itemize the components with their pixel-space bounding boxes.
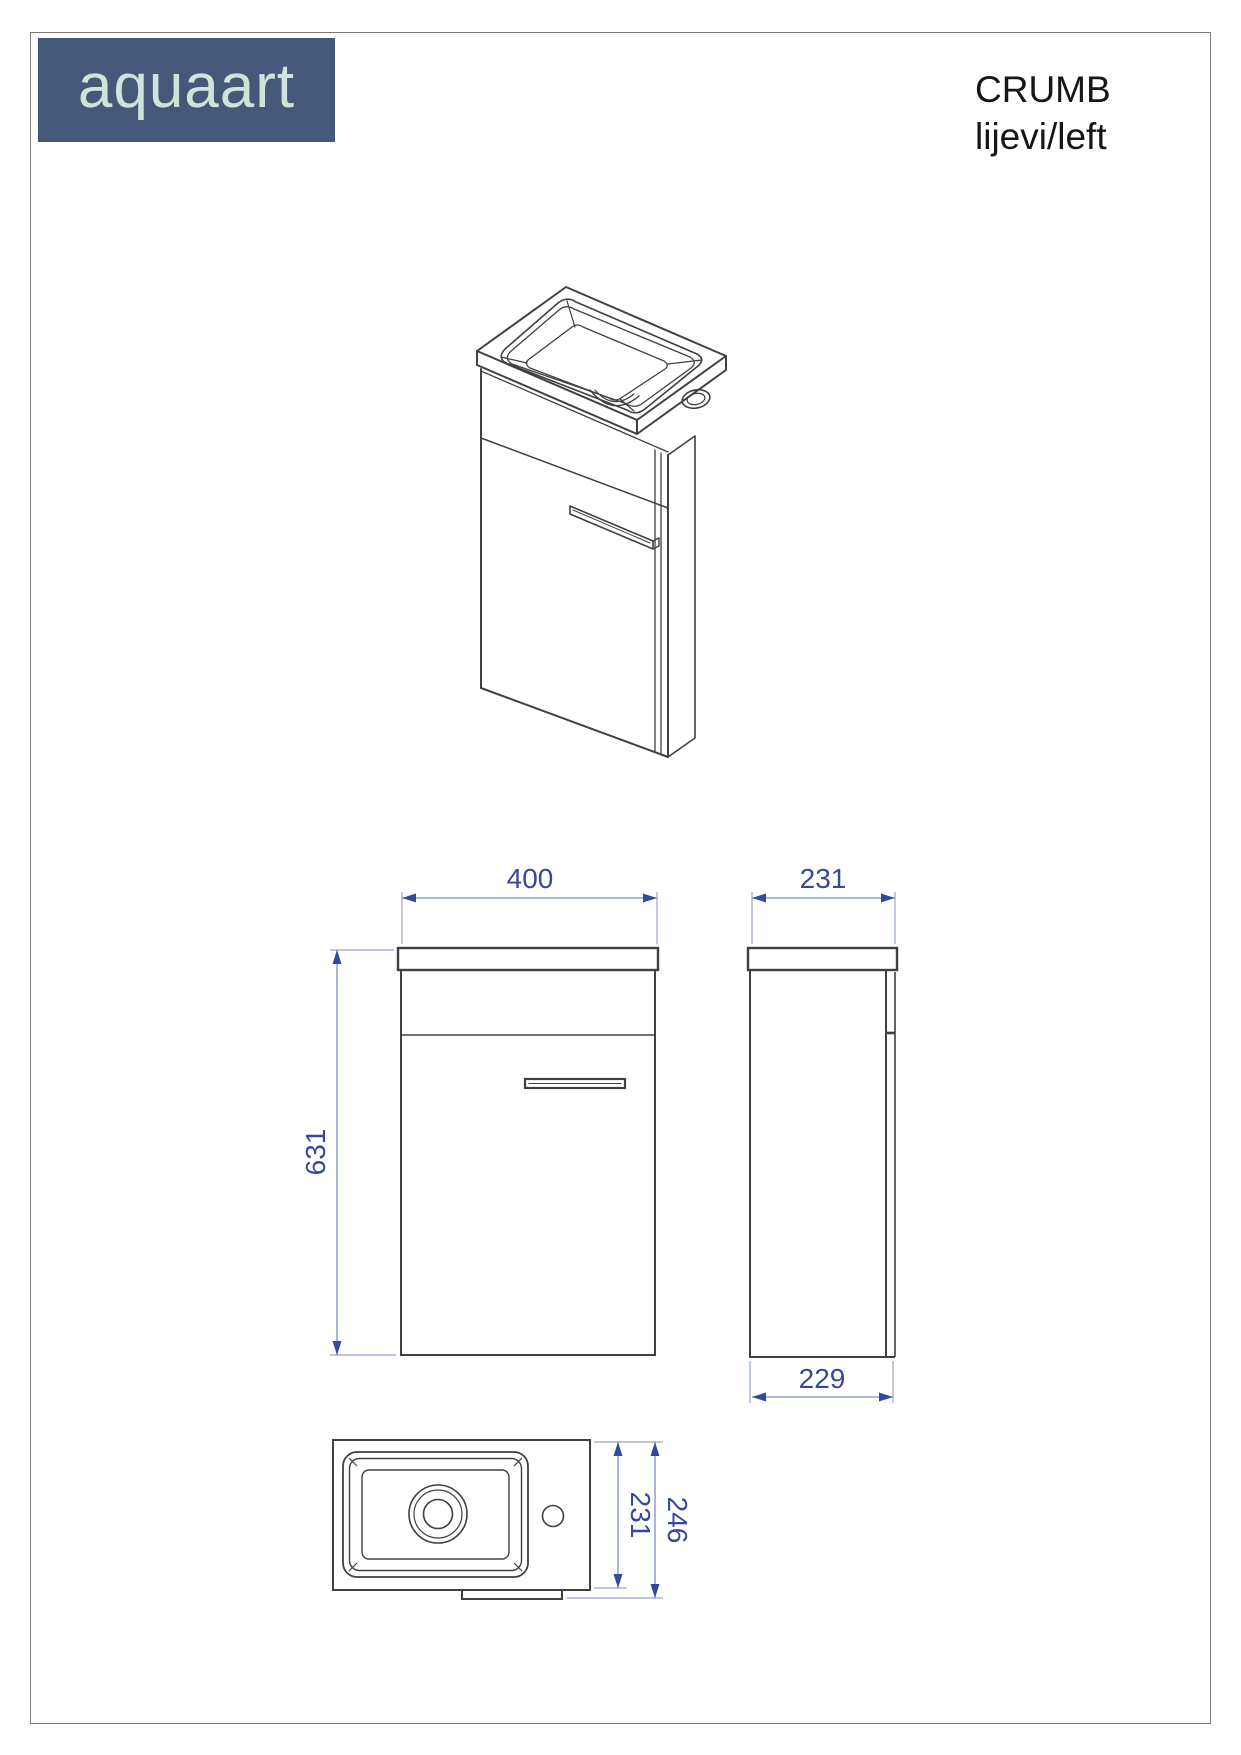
- plan-depth-total-dimension-label: 246: [662, 1496, 693, 1544]
- side-depth-bottom-dimension-label: 229: [798, 1363, 846, 1394]
- faucet-hole-plan: [543, 1506, 564, 1527]
- variant-subtitle: lijevi/left: [975, 116, 1107, 158]
- front-height-dimension: [300, 950, 396, 1355]
- product-title: CRUMB: [975, 69, 1111, 110]
- side-depth-bottom-dimension: [750, 1361, 893, 1403]
- door-handle-front: [525, 1079, 625, 1088]
- side-depth-top-dimension-label: 231: [799, 863, 847, 894]
- brand-logo-text: aquaart: [77, 52, 296, 121]
- front-height-dimension-label: 631: [300, 1128, 331, 1176]
- plan-view-drawing: [333, 1440, 590, 1599]
- perspective-view-drawing: [477, 287, 726, 757]
- door-handle-3d: [570, 506, 659, 549]
- plan-depth-inner-dimension-label: 231: [625, 1491, 656, 1539]
- front-view-drawing: [398, 948, 658, 1355]
- plan-depth-inner-dimension: [594, 1442, 663, 1588]
- side-depth-top-dimension: [752, 863, 895, 944]
- side-view-drawing: [748, 948, 897, 1357]
- front-width-dimension: [402, 863, 657, 944]
- front-width-dimension-label: 400: [506, 863, 554, 894]
- drain-plan: [409, 1485, 467, 1543]
